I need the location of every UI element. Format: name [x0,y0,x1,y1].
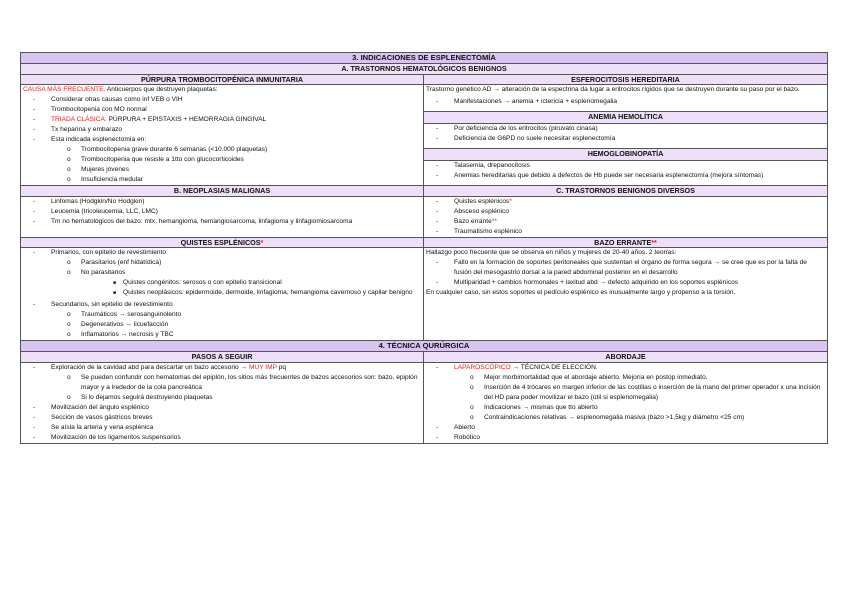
pasos-title: PASOS A SEGUIR [21,352,424,363]
list-item: - Anemias hereditarias que debido a defectos de Hb puede ser necesaria esplenectomía (mejora síntomas) [426,171,825,181]
laparoscopic-text: → TÉCNICA DE ELECCIÓN. [510,363,598,371]
list-item: - Abierto [426,423,825,433]
pti-intro [23,85,421,95]
hemoglobino-title: HEMOGLOBINOPATÍA [424,148,828,160]
neoplasias-list [23,197,421,227]
sub-list-item: o Si lo dejamos seguirá destruyendo plaquetas [23,393,421,403]
abordaje-title: ABORDAJE [424,352,828,363]
list-item: - Talasemia, drepanocitosis [426,161,825,171]
sub-sub-list-item: ■ Quistes neoplásicos: epidermoide, dermoide, linfagioma, hemangioma cavernoso y capilar benigno [23,288,421,298]
subsection-a-title: A. TRASTORNOS HEMATOLÓGICOS BENIGNOS [21,64,828,75]
pasos-body [21,362,424,443]
bazo-errante-intro: Hallazgo poco frecuente que se observa en niños y mujeres de 20-40 años. 2 teorías: [426,249,677,256]
esfero-list [426,97,825,107]
sub-list-item: o Inflamatorios → necrosis y TBC [23,330,421,340]
benigno-text: Absceso esplénico [454,207,509,215]
anemia-title: ANEMIA HEMOLÍTICA [424,112,828,124]
list-item: - Manifestaciones → anemia + ictericia + esplenomegalia [426,97,825,107]
benigno-star: * [509,197,512,205]
list-item: - Leucemia (tricoleucemia, LLC, LMC) [23,207,421,217]
list-item: - Robótico [426,433,825,443]
sub-list-item: o Inserción de 4 trócares en margen inferior de las costillas o inserción de la mano del primer operador x una incisión del HD para poder movilizar el bazo (útil si esplenomegalia) [426,383,825,403]
sub-list-item: o Trombocitopenia que resiste a 1tto con glucocorticoides [23,155,421,165]
abordaje-body [424,362,828,443]
esfero-title: ESFEROCITOSIS HEREDITARIA [424,74,828,85]
list-item: - Deficiencia de G6PD no suele necesitar esplenectomía [426,134,825,144]
pti-title: PÚRPURA TROMBOCITOPÉNICA INMUNITARIA [21,74,424,85]
pasos-first-text: Exploración de la cavidad abd para descartar un bazo accesorio → [51,363,249,371]
section3-title: 3. INDICACIONES DE ESPLENECTOMÍA [21,53,828,64]
neoplasias-body [21,196,424,237]
anemia-body [424,124,828,149]
bazo-errante-star: ** [651,237,657,247]
pti-body [21,85,424,186]
list-item: - Movilización de los ligamentos suspensorios [23,433,421,443]
quistes-body [21,248,424,341]
pti-list [23,95,421,185]
list-item [426,227,825,237]
sub-list-item: o Parasitarios (enf hidatídica) [23,258,421,268]
list-item: - Por deficiencia de los eritrocitos (piruvato cinasa) [426,124,825,134]
bazo-errante-outro: En cualquier caso, sin estos soportes el pedículo esplénico es inusualmente largo y propenso a la torsión. [426,289,736,296]
sub-list-item: o Trombocitopenia grave durante 6 semanas (<10.000 plaquetas) [23,145,421,155]
sub-list-item: o Traumáticos → serosanguinolento [23,310,421,320]
list-item: - Se aísla la arteria y vena esplénica [23,423,421,433]
benigno-text: Bazo errante [454,217,492,225]
list-item: - Tm no hematológicos del bazo: mtx, hemangioma, hemangiosarcoma, linfagioma y linfagiomiosarcoma [23,217,421,227]
hemoglobino-list [426,161,825,181]
pasos-list [23,363,421,443]
list-item: - Trombocitopenia con MO normal [23,105,421,115]
sub-list-item: o Insuficiencia medular [23,175,421,185]
anemia-list [426,124,825,144]
quistes-title [21,237,424,248]
abordaje-list [426,363,825,443]
list-item [426,217,825,227]
list-item: - Primarios, con epitelio de revestimiento [23,248,421,258]
list-item: - Movilización del ángulo esplénico [23,403,421,413]
sub-list-item: o Se pueden confundir con hematomas del epiplón, los sitios más frecuentes de bazos accesorios son: bazo, epiplón mayor y a lrededor de la cola pancreática [23,373,421,393]
esfero-body [424,85,828,112]
sub-list-item: o Indicaciones → mismas que tto abierto [426,403,825,413]
subsection-c-title: C. TRASTORNOS BENIGNOS DIVERSOS [424,186,828,197]
sub-list-item: o No parasitarios [23,268,421,278]
esfero-text: Trastorno genético AD → alteración de la espectrina da lugar a eritrocitos rígidos que se destruyen durante su paso por el bazo. [426,86,800,93]
list-item: - Linfomas (Hodgkin/No Hodgkin) [23,197,421,207]
sub-list-item: o Degenerativos → licuefacción [23,320,421,330]
list-item [426,363,825,373]
list-item: - Secundarios, sin epitelio de revestimiento [23,300,421,310]
list-item: - Tx heparina y embarazo [23,125,421,135]
benignos-body [424,196,828,237]
list-item: - Multiparidad + cambios hormonales + laxitud abd → defecto adquirido en los soportes esplénicos [426,278,825,288]
bazo-errante-list [426,258,825,288]
indications-table [20,52,828,444]
benigno-text: Traumatismo esplénico [454,227,522,235]
sub-list-item: o Contraindicaciones relativas → esplenomegalia masiva (bazo >1,5kg y diámetro <25 cm) [426,413,825,423]
list-item: - Considerar otras causas como inf VEB o VIH [23,95,421,105]
sub-sub-list-item: ■ Quistes congénitos: serosos o con epitelio transicional [23,278,421,288]
bazo-errante-title-text: BAZO ERRANTE [594,237,652,247]
benignos-list [426,197,825,237]
pti-intro-highlight: CAUSA MÁS FRECUENTE. [23,86,106,93]
bazo-errante-title [424,237,828,248]
benigno-text: Quistes esplénicos [454,197,510,205]
list-item [23,363,421,373]
sub-list-item: o Mejor morbimortalidad que el abordaje abierto. Mejoría en postop inmediato. [426,373,825,383]
list-item [426,207,825,217]
triad-text: PÚRPURA + EPISTAXIS + HEMORRAGIA GINGIVAL [106,116,267,123]
list-item: - Esta indicada esplenectomía en: [23,135,421,145]
laparoscopic-highlight: LAPAROSCÓPICO [454,363,511,371]
benigno-star: ** [491,217,497,225]
list-item: - Sección de vasos gástricos breves [23,413,421,423]
pasos-first-end: pq [276,363,287,371]
section4-title: 4. TÉCNICA QURÚRGICA [21,341,828,352]
subsection-b-title: B. NEOPLASIAS MALIGNAS [21,186,424,197]
pasos-first-highlight: MUY IMP [248,363,277,371]
triad-highlight: TRIADA CLÁSICA: [51,116,107,123]
quistes-star: * [260,237,264,247]
indications-document [20,52,827,444]
pti-intro-text: Anticuerpos que destruyen plaquetas: [105,86,218,93]
list-item: - Fallo en la formación de soportes peritoneales que sustentan el órgano de forma segura → se cree que es por la falta de fusión del mesogastrio dorsal a la pared abdominal posterior en el desarrollo [426,258,825,278]
bazo-errante-body [424,248,828,341]
quistes-title-text: QUISTES ESPLÉNICOS [180,237,261,247]
list-item [426,197,825,207]
sub-list-item: o Mujeres jóvenes [23,165,421,175]
quistes-list [23,248,421,340]
list-item [23,115,421,125]
hemoglobino-body [424,161,828,186]
